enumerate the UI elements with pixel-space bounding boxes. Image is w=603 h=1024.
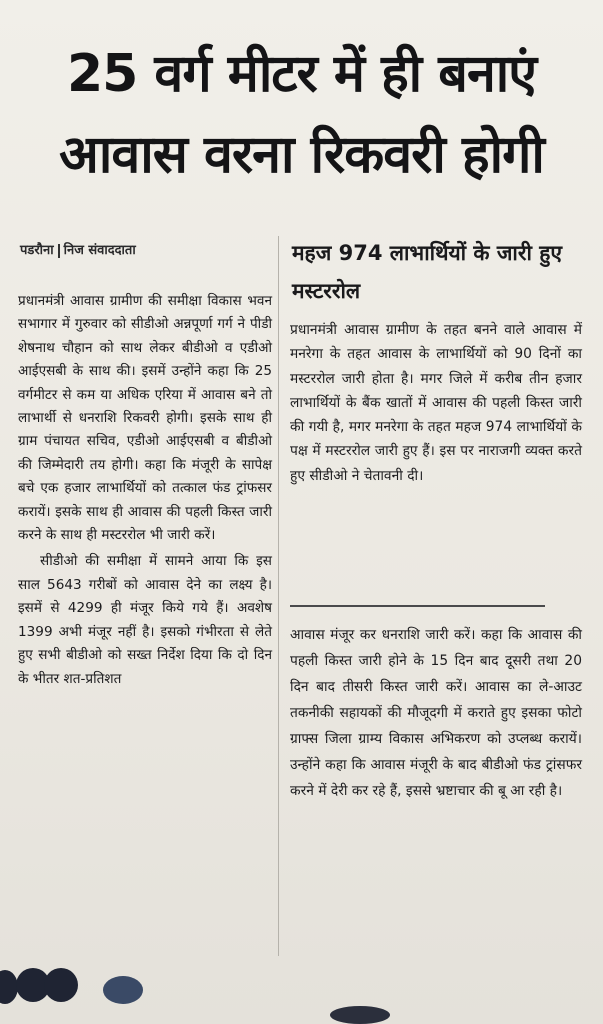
byline-separator — [58, 244, 60, 258]
right-paragraph-2: आवास मंजूर कर धनराशि जारी करें। कहा कि आवास की पहली किस्त जारी होने के 15 दिन बाद दूसरी तथा 20 दिन बाद तीसरी किस्त जारी करें। आवास का ले-आउट तकनीकी सहायकों की मौजूदगी में कराते हुए इसका फोटो ग्राफ्स जिला ग्राम्य विकास अभिकरण को उप्लब्ध करायें। उन्होंने कहा कि आवास मंजूरी के बाद बीडीओ फंड ट्रांसफर करने में देरी कर रहे हैं, इससे भ्रष्टाचार की बू आ रही है। — [290, 627, 582, 799]
left-paragraph-2: सीडीओ की समीक्षा में सामने आया कि इस साल 5643 गरीबों को आवास देने का लक्ष्य है। इसमें से 4299 ही मंजूर किये गये हैं। अवशेष 1399 अभी मंजूर नहीं है। इसको गंभीरता से लेते हुए सभी बीडीओ को सख्त निर्देश दिया कि दो दिन के भीतर शत-प्रतिशत — [18, 553, 272, 687]
headline-line-2: आवास वरना रिकवरी होगी — [59, 125, 544, 185]
section-rule — [290, 605, 545, 607]
column-divider — [278, 236, 279, 956]
right-paragraph-1: प्रधानमंत्री आवास ग्रामीण के तहत बनने वाले आवास में मनरेगा के तहत आवास के लाभार्थियों को 90 दिनों का मस्टररोल जारी होता है। मगर जिले में करीब तीन हजार लाभार्थियों के बैंक खातों में आवास की पहली किस्त जारी की गयी है, मगर मनरेगा के तहत महज 974 लाभार्थियों के पक्ष में मस्टररोल जारी हुए हैं। इस पर नाराजगी व्यक्त करते हुए सीडीओ ने चेतावनी दी। — [290, 322, 582, 484]
headline-line-1: 25 वर्ग मीटर में ही बनाएं — [66, 44, 537, 104]
decorative-dots — [0, 966, 603, 1024]
left-paragraph-1: प्रधानमंत्री आवास ग्रामीण की समीक्षा विकास भवन सभागार में गुरुवार को सीडीओ अन्नपूर्णा गर्ग ने पीडी शेषनाथ चौहान को साथ लेकर बीडीओ व एडीओ आईएसबी के साथ की। इसमें उन्होंने कहा कि 25 वर्गमीटर से कम या अधिक एरिया में आवास बने तो लाभार्थी से धनराशि रिकवरी होगी। इसके साथ ही ग्राम पंचायत सचिव, एडीओ आईएसबी व बीडीओ की जिम्मेदारी तय होगी। कहा कि मंजूरी के सापेक्ष बचे एक हजार लाभार्थियों को तत्काल फंड ट्रांफसर करायें। इसके साथ ही आवास की पहली किस्त जारी करने के साथ ही मस्टररोल भी जारी करें। — [18, 293, 272, 544]
decorative-dot — [330, 1006, 390, 1024]
right-subheading: महज 974 लाभार्थियों के जारी हुए मस्टररोल — [292, 241, 562, 303]
decorative-dot — [44, 968, 78, 1002]
byline — [20, 240, 280, 258]
byline-place: पडरौना — [20, 243, 54, 258]
article-left-column — [18, 290, 272, 691]
decorative-dot — [103, 976, 143, 1004]
byline-reporter: निज संवाददाता — [63, 243, 136, 258]
